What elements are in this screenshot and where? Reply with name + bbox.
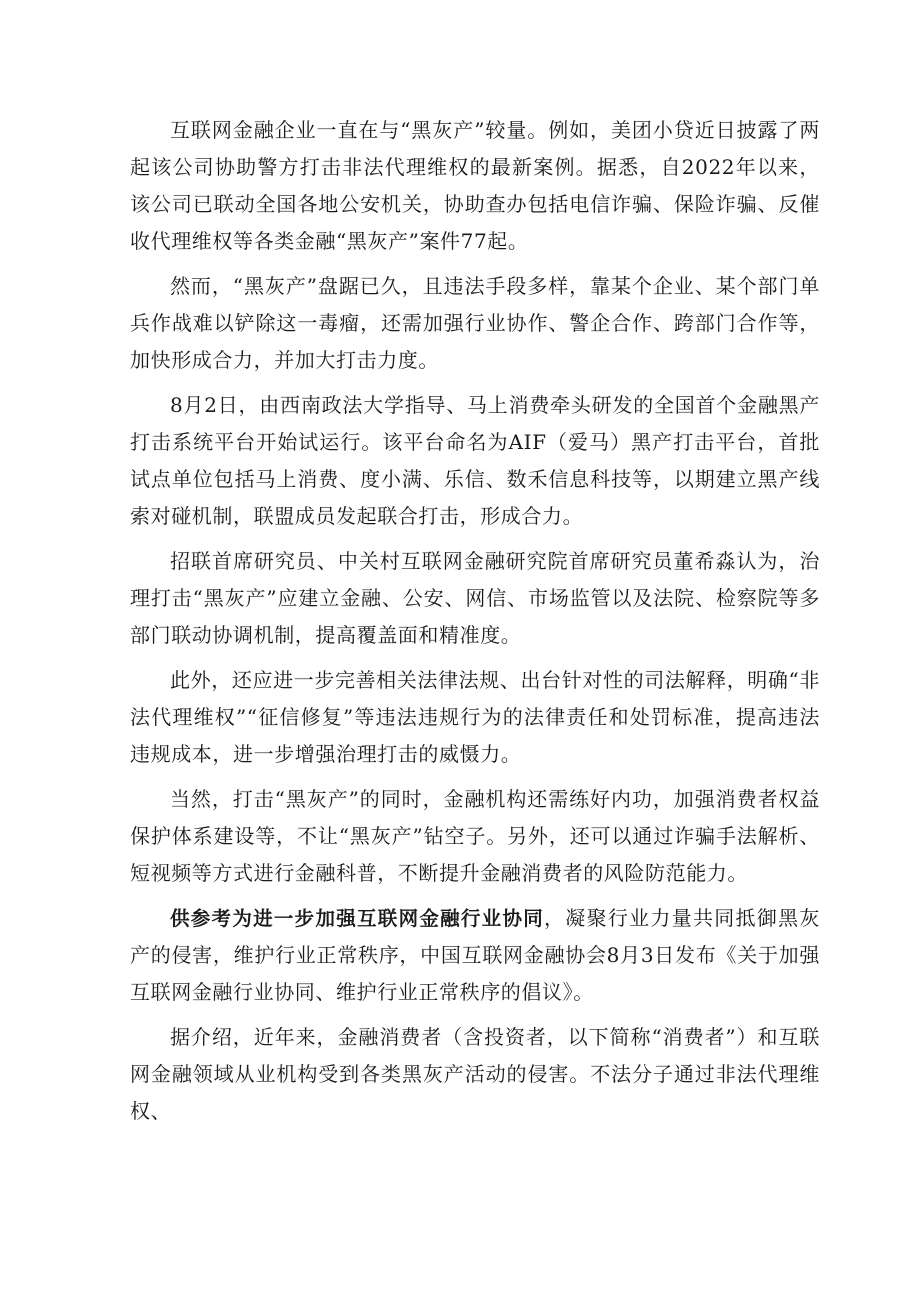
- paragraph-8: 据介绍，近年来，金融消费者（含投资者，以下简称“消费者”）和互联网金融领域从业机构受到各类黑灰产活动的侵害。不法分子通过非法代理维权、: [130, 1025, 820, 1123]
- paragraph-5: 此外，还应进一步完善相关法律法规、出台针对性的司法解释，明确“非法代理维权”“征信修复”等违法违规行为的法律责任和处罚标准，提高违法违规成本，进一步增强治理打击的威慑力。: [130, 668, 820, 766]
- paragraph-1: 互联网金融企业一直在与“黑灰产”较量。例如，美团小贷近日披露了两起该公司协助警方打击非法代理维权的最新案例。据悉，自2022年以来，该公司已联动全国各地公安机关，协助查办包括电信诈骗、保险诈骗、反催收代理维权等各类金融“黑灰产”案件77起。: [130, 118, 820, 253]
- paragraph-2: 然而，“黑灰产”盘踞已久，且违法手段多样，靠某个企业、某个部门单兵作战难以铲除这一毒瘤，还需加强行业协作、警企合作、跨部门合作等，加快形成合力，并加大打击力度。: [130, 274, 820, 372]
- document-body: [130, 112, 820, 1138]
- emphasis-normal-text: ，凝聚行业力量共同抵御黑灰产的侵害，维护行业正常秩序，中国互联网金融协会8月3日发布《关于加强互联网金融行业协同、维护行业正常秩序的倡议》。: [130, 906, 820, 1004]
- paragraph-7-emphasis: [130, 900, 820, 1011]
- emphasis-bold-text: 供参考为进一步加强互联网金融行业协同: [170, 907, 545, 930]
- paragraph-3: 8月2日，由西南政法大学指导、马上消费牵头研发的全国首个金融黑产打击系统平台开始试运行。该平台命名为AIF（爱马）黑产打击平台，首批试点单位包括马上消费、度小满、乐信、数禾信息科技等，以期建立黑产线索对碰机制，联盟成员发起联合打击，形成合力。: [130, 393, 820, 528]
- paragraph-4: 招联首席研究员、中关村互联网金融研究院首席研究员董希淼认为，治理打击“黑灰产”应建立金融、公安、网信、市场监管以及法院、检察院等多部门联动协调机制，提高覆盖面和精准度。: [130, 549, 820, 647]
- paragraph-6: 当然，打击“黑灰产”的同时，金融机构还需练好内功，加强消费者权益保护体系建设等，不让“黑灰产”钻空子。另外，还可以通过诈骗手法解析、短视频等方式进行金融科普，不断提升金融消费者的风险防范能力。: [130, 787, 820, 885]
